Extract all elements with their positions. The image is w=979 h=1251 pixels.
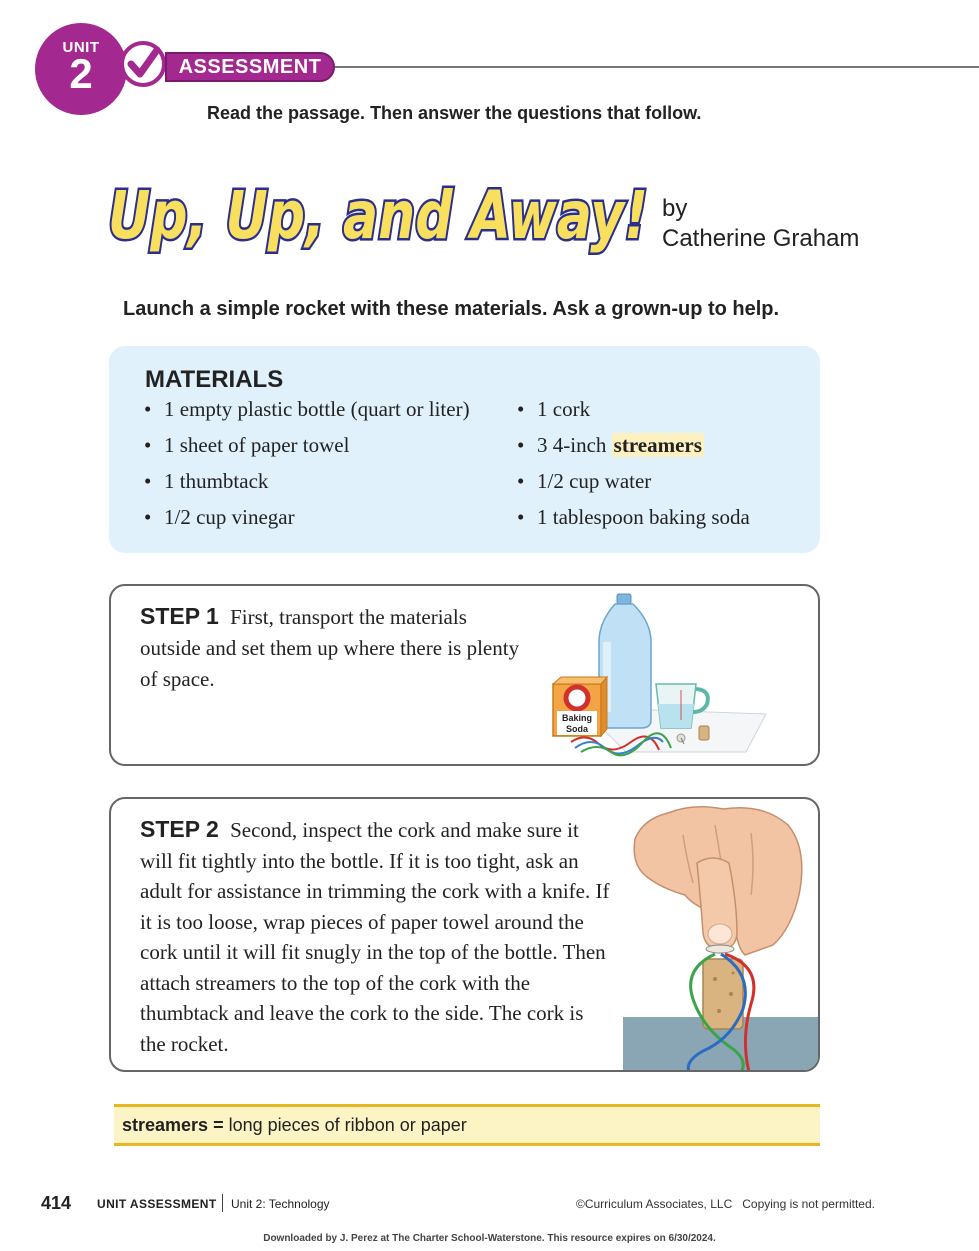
vocab-word-streamers: streamers	[613, 433, 702, 457]
step-1-text: First, transport the materials outside and set them up where there is plenty of space.	[140, 605, 520, 691]
step-2-text: Second, inspect the cork and make sure it will fit tightly into the bottle. If it is too tight, ask an adult for assistance in trimming the cork with a knife. If it is too loose, wrap pieces of paper towel around the cork until it will fit snugly in the top of the bottle. Then attach streamers to the top of the cork with the thumbtack and leave the cork to the side. The cork is the rocket.	[140, 818, 610, 1056]
material-item-text: 3 4-inch	[537, 433, 607, 457]
glossary-box	[114, 1104, 820, 1146]
title-text: Up, Up, and Away!	[108, 177, 648, 254]
header-rule	[335, 66, 979, 68]
material-item: • 1 thumbtack	[144, 468, 470, 504]
materials-illustration	[541, 592, 781, 762]
intro-text: Launch a simple rocket with these materials. Ask a grown-up to help.	[123, 298, 780, 320]
glossary-term: streamers	[122, 1115, 209, 1135]
footer-label: UNIT ASSESSMENT	[97, 1197, 217, 1211]
copyright-notice: ©Curriculum Associates, LLC Copying is not permitted.	[576, 1197, 875, 1211]
glossary-equals: =	[213, 1115, 224, 1135]
unit-word: UNIT	[62, 39, 100, 56]
byline	[662, 194, 859, 254]
step-1-box	[109, 584, 820, 766]
download-note: Downloaded by J. Perez at The Charter School-Waterstone. This resource expires on 6/30/2024.	[263, 1233, 716, 1244]
step-1-label: STEP 1	[140, 603, 219, 629]
materials-list-right	[517, 396, 750, 540]
materials-list-left	[144, 396, 470, 540]
material-item: • 1 empty plastic bottle (quart or liter)	[144, 396, 470, 432]
assessment-label: ASSESSMENT	[165, 52, 335, 82]
instruction-text: Read the passage. Then answer the questions that follow.	[207, 103, 702, 123]
footer-unit: Unit 2: Technology	[231, 1197, 330, 1211]
material-item: • 1/2 cup vinegar	[144, 504, 470, 540]
author-name: Catherine Graham	[662, 225, 860, 252]
material-item: • 1 sheet of paper towel	[144, 432, 470, 468]
materials-box	[109, 346, 820, 553]
material-item: • 1/2 cup water	[517, 468, 750, 504]
page-number: 414	[41, 1193, 72, 1213]
materials-heading: MATERIALS	[145, 366, 284, 393]
step-1-text-block	[140, 602, 520, 695]
box-label-line1: Baking	[561, 713, 593, 723]
material-item: • 1 cork	[517, 396, 750, 432]
step-2-box	[109, 797, 820, 1072]
byline-by: by	[662, 195, 688, 222]
footer-divider	[222, 1194, 223, 1212]
material-item	[517, 432, 750, 468]
passage-title	[100, 160, 660, 275]
unit-number: 2	[69, 50, 93, 97]
glossary-definition: long pieces of ribbon or paper	[228, 1115, 467, 1135]
cork-illustration	[623, 799, 820, 1072]
checkmark-icon	[119, 40, 167, 88]
step-2-text-block	[140, 815, 610, 1059]
unit-badge	[35, 23, 127, 115]
step-2-label: STEP 2	[140, 816, 219, 842]
box-label-line2: Soda	[565, 724, 589, 734]
material-item: • 1 tablespoon baking soda	[517, 504, 750, 540]
